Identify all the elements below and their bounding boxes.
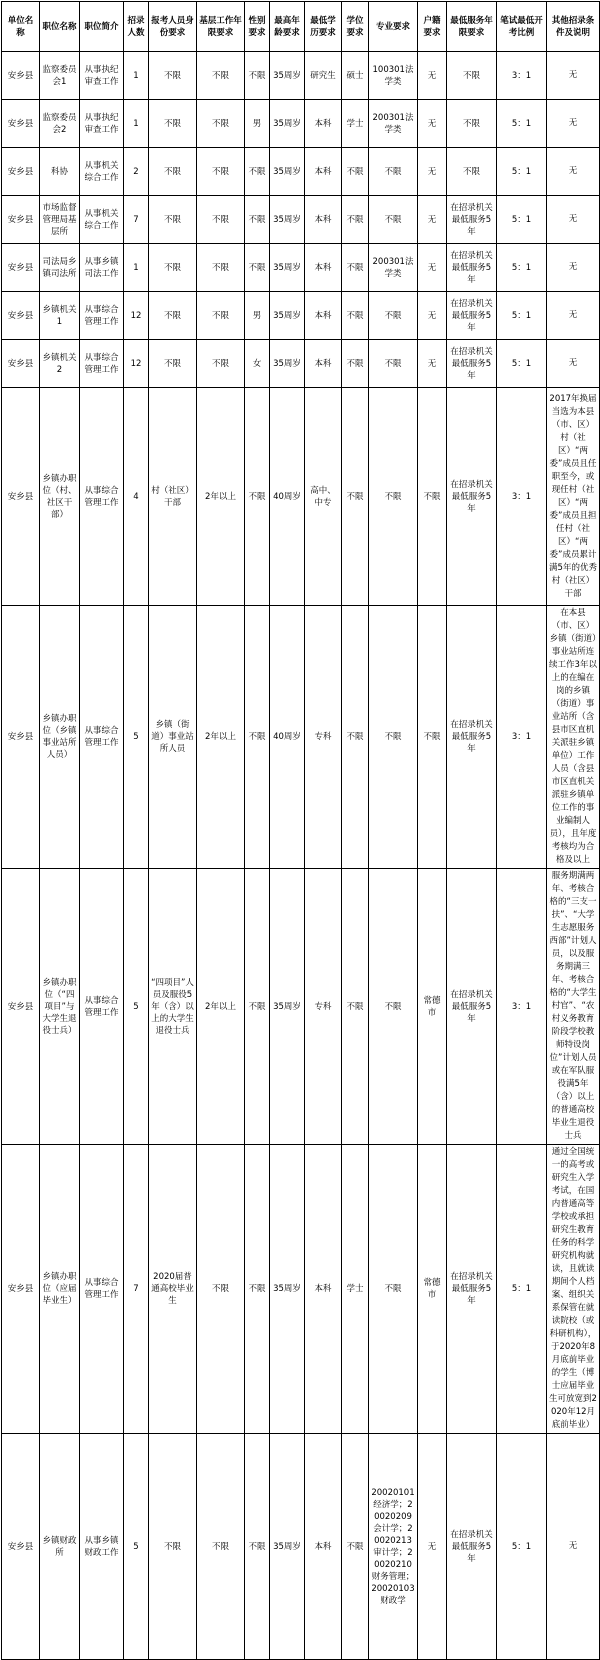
- cell-position: 司法局乡镇司法所: [40, 244, 80, 292]
- cell-count: 5: [124, 606, 149, 869]
- cell-count: 7: [124, 1145, 149, 1434]
- cell-degree: 学士: [342, 100, 369, 148]
- table-row: [2, 244, 600, 292]
- cell-notes: 无: [547, 1434, 600, 1660]
- cell-degree: 不限: [342, 292, 369, 340]
- cell-age: 40周岁: [270, 606, 305, 869]
- cell-grassroots: 不限: [197, 100, 245, 148]
- cell-count: 7: [124, 196, 149, 244]
- header-service: 最低服务年限要求: [447, 2, 497, 52]
- cell-education: 本科: [305, 196, 342, 244]
- cell-position: 科协: [40, 148, 80, 196]
- cell-grassroots: 2年以上: [197, 869, 245, 1145]
- cell-hukou: 常德市: [418, 869, 447, 1145]
- table-row: [2, 196, 600, 244]
- cell-hukou: 无: [418, 52, 447, 100]
- cell-age: 35周岁: [270, 1145, 305, 1434]
- header-unit: 单位名称: [2, 2, 40, 52]
- cell-unit: 安乡县: [2, 1434, 40, 1660]
- cell-service: 不限: [447, 100, 497, 148]
- cell-education: 研究生: [305, 52, 342, 100]
- cell-education: 本科: [305, 292, 342, 340]
- cell-identity: 不限: [149, 1434, 197, 1660]
- cell-major: 不限: [369, 388, 418, 606]
- cell-count: 1: [124, 244, 149, 292]
- cell-notes: 无: [547, 148, 600, 196]
- header-identity: 报考人员身份要求: [149, 2, 197, 52]
- cell-notes: 通过全国统一的高考或研究生入学考试，在国内普通高等学校或承担研究生教育任务的科学研究机构就读，且就读期间个人档案、组织关系保管在就读院校（或科研机构），于2020年8月底前毕业的学生（博士应届毕业生可放宽到2020年12月底前毕业）: [547, 1145, 600, 1434]
- cell-notes: 无: [547, 100, 600, 148]
- cell-position: 市场监督管理局基层所: [40, 196, 80, 244]
- cell-ratio: 5：1: [497, 1145, 547, 1434]
- table-row: [2, 869, 600, 1145]
- cell-service: 在招录机关最低服务5年: [447, 1145, 497, 1434]
- cell-gender: 不限: [245, 196, 270, 244]
- cell-gender: 不限: [245, 606, 270, 869]
- cell-major: 不限: [369, 292, 418, 340]
- cell-unit: 安乡县: [2, 1145, 40, 1434]
- cell-grassroots: 不限: [197, 52, 245, 100]
- table-row: [2, 292, 600, 340]
- cell-count: 4: [124, 388, 149, 606]
- cell-ratio: 5：1: [497, 244, 547, 292]
- cell-service: 不限: [447, 52, 497, 100]
- cell-identity: 不限: [149, 52, 197, 100]
- cell-intro: 从事综合管理工作: [80, 869, 124, 1145]
- cell-intro: 从事综合管理工作: [80, 340, 124, 388]
- cell-degree: 不限: [342, 606, 369, 869]
- cell-gender: 不限: [245, 869, 270, 1145]
- cell-service: 在招录机关最低服务5年: [447, 869, 497, 1145]
- cell-service: 在招录机关最低服务5年: [447, 1434, 497, 1660]
- cell-degree: 不限: [342, 196, 369, 244]
- cell-notes: 2017年换届当选为本县（市、区）村（社区）“两委”成员且任职至今，或现任村（社区）“两委”成员且担任村（社区）“两委”成员累计满5年的优秀村（社区）干部: [547, 388, 600, 606]
- cell-unit: 安乡县: [2, 388, 40, 606]
- cell-age: 35周岁: [270, 100, 305, 148]
- cell-gender: 女: [245, 340, 270, 388]
- cell-notes: 无: [547, 292, 600, 340]
- cell-degree: 不限: [342, 340, 369, 388]
- cell-grassroots: 不限: [197, 340, 245, 388]
- cell-unit: 安乡县: [2, 148, 40, 196]
- cell-intro: 从事综合管理工作: [80, 606, 124, 869]
- table-row: [2, 1434, 600, 1660]
- header-major: 专业要求: [369, 2, 418, 52]
- cell-notes: 在本县（市、区）乡镇（街道）事业站所连续工作3年以上的在编在岗的乡镇（街道）事业站所（含县市区直机关派驻乡镇单位）工作人员（含县市区直机关派驻乡镇单位工作的事业编制人员），且年度考核均为合格及以上: [547, 606, 600, 869]
- cell-age: 35周岁: [270, 1434, 305, 1660]
- table-row: [2, 148, 600, 196]
- cell-service: 在招录机关最低服务5年: [447, 388, 497, 606]
- table-row: [2, 1145, 600, 1434]
- cell-education: 本科: [305, 100, 342, 148]
- table-row: [2, 340, 600, 388]
- cell-service: 在招录机关最低服务5年: [447, 196, 497, 244]
- cell-count: 5: [124, 869, 149, 1145]
- cell-unit: 安乡县: [2, 292, 40, 340]
- cell-position: 乡镇办职位（乡镇事业站所人员）: [40, 606, 80, 869]
- cell-ratio: 5：1: [497, 148, 547, 196]
- cell-grassroots: 不限: [197, 1434, 245, 1660]
- cell-age: 35周岁: [270, 244, 305, 292]
- cell-education: 本科: [305, 244, 342, 292]
- cell-education: 专科: [305, 606, 342, 869]
- cell-ratio: 5：1: [497, 340, 547, 388]
- cell-position: 乡镇机关2: [40, 340, 80, 388]
- cell-grassroots: 2年以上: [197, 606, 245, 869]
- cell-gender: 不限: [245, 244, 270, 292]
- cell-gender: 不限: [245, 148, 270, 196]
- cell-grassroots: 不限: [197, 1145, 245, 1434]
- recruitment-table: [1, 1, 600, 1660]
- cell-hukou: 常德市: [418, 1145, 447, 1434]
- cell-position: 监察委员会2: [40, 100, 80, 148]
- cell-degree: 不限: [342, 1434, 369, 1660]
- cell-unit: 安乡县: [2, 100, 40, 148]
- cell-unit: 安乡县: [2, 196, 40, 244]
- cell-major: 200301法学类: [369, 100, 418, 148]
- cell-hukou: 无: [418, 292, 447, 340]
- cell-major: 不限: [369, 869, 418, 1145]
- header-position: 职位名称: [40, 2, 80, 52]
- header-hukou: 户籍要求: [418, 2, 447, 52]
- header-age: 最高年龄要求: [270, 2, 305, 52]
- cell-ratio: 5：1: [497, 100, 547, 148]
- cell-notes: 无: [547, 244, 600, 292]
- cell-grassroots: 不限: [197, 196, 245, 244]
- cell-intro: 从事机关综合工作: [80, 196, 124, 244]
- header-intro: 职位简介: [80, 2, 124, 52]
- cell-identity: 不限: [149, 292, 197, 340]
- cell-age: 35周岁: [270, 869, 305, 1145]
- cell-education: 本科: [305, 148, 342, 196]
- cell-gender: 男: [245, 100, 270, 148]
- cell-ratio: 5：1: [497, 1434, 547, 1660]
- cell-age: 40周岁: [270, 388, 305, 606]
- cell-intro: 从事综合管理工作: [80, 388, 124, 606]
- cell-hukou: 无: [418, 196, 447, 244]
- table-row: [2, 52, 600, 100]
- cell-gender: 不限: [245, 52, 270, 100]
- cell-position: 乡镇办职位（“四项目”与大学生退役士兵）: [40, 869, 80, 1145]
- cell-unit: 安乡县: [2, 340, 40, 388]
- cell-intro: 从事执纪审查工作: [80, 100, 124, 148]
- cell-major: 不限: [369, 340, 418, 388]
- cell-degree: 学士: [342, 1145, 369, 1434]
- cell-count: 1: [124, 100, 149, 148]
- cell-gender: 男: [245, 292, 270, 340]
- cell-hukou: 无: [418, 100, 447, 148]
- cell-ratio: 5：1: [497, 196, 547, 244]
- cell-identity: 不限: [149, 244, 197, 292]
- cell-count: 12: [124, 340, 149, 388]
- cell-major: 不限: [369, 1145, 418, 1434]
- header-row: [2, 2, 600, 52]
- cell-age: 35周岁: [270, 148, 305, 196]
- cell-gender: 不限: [245, 388, 270, 606]
- header-gender: 性别要求: [245, 2, 270, 52]
- cell-grassroots: 2年以上: [197, 388, 245, 606]
- cell-ratio: 3：1: [497, 869, 547, 1145]
- cell-identity: 不限: [149, 340, 197, 388]
- cell-degree: 不限: [342, 244, 369, 292]
- cell-identity: 2020届普通高校毕业生: [149, 1145, 197, 1434]
- cell-identity: 不限: [149, 148, 197, 196]
- cell-major: 不限: [369, 196, 418, 244]
- cell-service: 在招录机关最低服务5年: [447, 606, 497, 869]
- cell-grassroots: 不限: [197, 148, 245, 196]
- cell-education: 本科: [305, 340, 342, 388]
- cell-position: 监察委员会1: [40, 52, 80, 100]
- cell-service: 不限: [447, 148, 497, 196]
- cell-age: 35周岁: [270, 340, 305, 388]
- cell-ratio: 3：1: [497, 388, 547, 606]
- cell-education: 专科: [305, 869, 342, 1145]
- cell-position: 乡镇办职位（村、社区干部）: [40, 388, 80, 606]
- cell-service: 在招录机关最低服务5年: [447, 340, 497, 388]
- cell-major: 20020101经济学；20020209会计学；20020213审计学；20020210财务管理；20020103财政学: [369, 1434, 418, 1660]
- cell-degree: 不限: [342, 148, 369, 196]
- cell-hukou: 无: [418, 148, 447, 196]
- cell-unit: 安乡县: [2, 869, 40, 1145]
- cell-position: 乡镇财政所: [40, 1434, 80, 1660]
- cell-unit: 安乡县: [2, 606, 40, 869]
- header-notes: 其他招录条件及说明: [547, 2, 600, 52]
- table-body: [2, 52, 600, 1660]
- cell-gender: 不限: [245, 1145, 270, 1434]
- cell-unit: 安乡县: [2, 52, 40, 100]
- cell-age: 35周岁: [270, 292, 305, 340]
- header-count: 招录人数: [124, 2, 149, 52]
- cell-age: 35周岁: [270, 52, 305, 100]
- cell-notes: 无: [547, 52, 600, 100]
- cell-intro: 从事乡镇财政工作: [80, 1434, 124, 1660]
- cell-intro: 从事执纪审查工作: [80, 52, 124, 100]
- cell-intro: 从事综合管理工作: [80, 292, 124, 340]
- cell-intro: 从事综合管理工作: [80, 1145, 124, 1434]
- cell-notes: 无: [547, 340, 600, 388]
- cell-degree: 硕士: [342, 52, 369, 100]
- cell-count: 2: [124, 148, 149, 196]
- cell-intro: 从事乡镇司法工作: [80, 244, 124, 292]
- cell-degree: 不限: [342, 388, 369, 606]
- cell-age: 35周岁: [270, 196, 305, 244]
- cell-major: 100301法学类: [369, 52, 418, 100]
- cell-degree: 不限: [342, 869, 369, 1145]
- cell-identity: “四项目”人员及服役5年（含）以上的大学生退役士兵: [149, 869, 197, 1145]
- cell-notes: 服务期满两年、考核合格的“三支一扶”、“大学生志愿服务西部”计划人员，以及服务期满三年、考核合格的“大学生村官”、“农村义务教育阶段学校教师特设岗位”计划人员或在军队服役满5年（含）以上的普通高校毕业生退役士兵: [547, 869, 600, 1145]
- header-grassroots: 基层工作年限要求: [197, 2, 245, 52]
- cell-identity: 村（社区）干部: [149, 388, 197, 606]
- header-degree: 学位要求: [342, 2, 369, 52]
- cell-hukou: 无: [418, 244, 447, 292]
- cell-education: 本科: [305, 1434, 342, 1660]
- cell-ratio: 3：1: [497, 606, 547, 869]
- cell-grassroots: 不限: [197, 244, 245, 292]
- table-row: [2, 100, 600, 148]
- cell-hukou: 无: [418, 340, 447, 388]
- cell-major: 不限: [369, 606, 418, 869]
- cell-service: 在招录机关最低服务5年: [447, 292, 497, 340]
- cell-major: 200301法学类: [369, 244, 418, 292]
- cell-count: 1: [124, 52, 149, 100]
- cell-identity: 不限: [149, 196, 197, 244]
- header-ratio: 笔试最低开考比例: [497, 2, 547, 52]
- cell-grassroots: 不限: [197, 292, 245, 340]
- cell-count: 12: [124, 292, 149, 340]
- cell-ratio: 5：1: [497, 292, 547, 340]
- cell-education: 本科: [305, 1145, 342, 1434]
- cell-hukou: 不限: [418, 388, 447, 606]
- cell-major: 不限: [369, 148, 418, 196]
- table-row: [2, 606, 600, 869]
- cell-notes: 无: [547, 196, 600, 244]
- cell-count: 5: [124, 1434, 149, 1660]
- cell-identity: 不限: [149, 100, 197, 148]
- cell-position: 乡镇办职位（应届毕业生）: [40, 1145, 80, 1434]
- header-education: 最低学历要求: [305, 2, 342, 52]
- cell-unit: 安乡县: [2, 244, 40, 292]
- cell-gender: 不限: [245, 1434, 270, 1660]
- cell-position: 乡镇机关1: [40, 292, 80, 340]
- cell-hukou: 不限: [418, 606, 447, 869]
- cell-hukou: 无: [418, 1434, 447, 1660]
- cell-intro: 从事机关综合工作: [80, 148, 124, 196]
- cell-identity: 乡镇（街道）事业站所人员: [149, 606, 197, 869]
- table-row: [2, 388, 600, 606]
- cell-ratio: 3：1: [497, 52, 547, 100]
- cell-education: 高中、中专: [305, 388, 342, 606]
- cell-service: 在招录机关最低服务5年: [447, 244, 497, 292]
